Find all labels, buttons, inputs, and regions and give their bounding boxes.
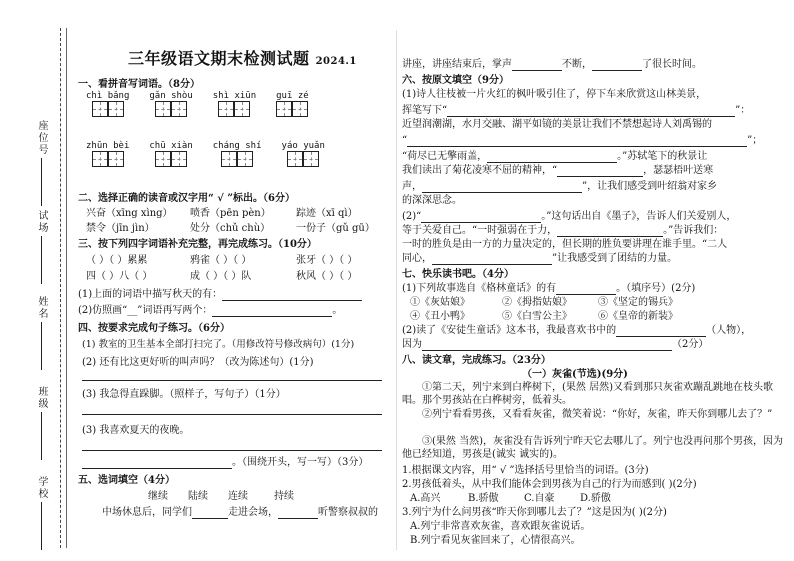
school-label: 学校 xyxy=(34,476,49,550)
section-5-heading: 五、选词填空（4分） xyxy=(78,475,175,486)
answer-line[interactable] xyxy=(421,212,541,223)
sentence-task-4-end: 。（围绕开头，写一写）（3分） xyxy=(82,456,368,469)
answer-line[interactable] xyxy=(82,450,382,451)
exam-room-label: 试场 xyxy=(34,210,49,284)
reading-choice[interactable]: 踪迹（xī qì） xyxy=(296,208,358,219)
idiom-question-2: (2)仿照画“__”词语再写两个： 。 xyxy=(78,305,343,316)
answer-line[interactable] xyxy=(278,508,318,519)
answer-line[interactable] xyxy=(592,60,642,71)
answer-line[interactable] xyxy=(82,380,382,381)
poem-fill-2e: 一时的胜负是由一方的力量决定的，但长期的胜负要讲理在谁手里。“二人 xyxy=(402,239,728,250)
column-divider xyxy=(396,30,397,550)
book-option: ①《灰姑娘》 xyxy=(410,297,470,308)
writing-box[interactable] xyxy=(155,101,171,117)
passage-paragraph-3: ③(果然 当然)，灰雀没有告诉列宁昨天它去哪儿了。列宁也没再问那个男孩，因为他已经知道，男孩是(诚实 诚实的)。 xyxy=(402,436,783,460)
poem-fill-1k: 声， ”，让我们感受到叶绍翁对家乡 xyxy=(402,181,718,192)
pinyin-row-1 xyxy=(86,90,329,117)
poem-fill-2c: 等于关爱自己。“一时强弱在于力， 。”告诉我们： xyxy=(402,225,724,236)
binding-solid-line xyxy=(66,28,67,548)
answer-line[interactable] xyxy=(407,136,747,147)
writing-box[interactable] xyxy=(155,151,171,167)
poem-fill-1d: 近望润潮湖，水月交融、湖平如镜的美景让我们不禁想起诗人刘禹锡的 xyxy=(402,119,712,130)
reading-q1: (1)下列故事选自《格林童话》的有 。（填序号）(2分) xyxy=(402,283,696,294)
choice-option[interactable]: B.列宁看见灰雀回来了，心情很高兴。 xyxy=(410,535,581,546)
binding-margin xyxy=(0,0,74,561)
right-column xyxy=(402,0,786,561)
writing-box[interactable] xyxy=(171,101,187,117)
binding-dashed-line xyxy=(60,28,61,548)
reading-q2-reason: 因为 （2分） xyxy=(402,339,709,350)
reading-choice[interactable]: 喷香（pēn pèn） xyxy=(190,208,271,219)
writing-box[interactable] xyxy=(92,151,108,167)
reading-choice[interactable]: 禁令（jīn jìn） xyxy=(86,223,155,234)
writing-box[interactable] xyxy=(287,151,303,167)
book-option: ⑥《皇帝的新装》 xyxy=(598,311,678,322)
writing-box[interactable] xyxy=(92,101,108,117)
book-option: ③《坚定的锡兵》 xyxy=(598,297,678,308)
writing-box[interactable] xyxy=(218,101,234,117)
pinyin-item: guī zé xyxy=(276,90,309,117)
class-label: 班级 xyxy=(34,386,49,460)
writing-box[interactable] xyxy=(171,151,187,167)
answer-line[interactable] xyxy=(512,60,562,71)
section-3-heading: 三、按下列四字词语补充完整，再完成练习。（10分） xyxy=(78,239,317,250)
reading-choice[interactable]: 一份子（gǔ gū） xyxy=(296,223,375,234)
answer-line[interactable] xyxy=(557,226,663,237)
writing-box[interactable] xyxy=(234,101,250,117)
poem-fill-1g: “荷尽已无擎雨盖， 。”苏轼笔下的秋景让 xyxy=(402,151,708,162)
pinyin-item: cháng shí xyxy=(213,140,262,167)
answer-line[interactable] xyxy=(557,166,643,177)
poem-fill-1i: 我们读出了菊花凌寒不屈的精神，“ ，瑟瑟梧叶送寒 xyxy=(402,165,714,176)
poem-fill-2f: 同心， ”让我感受到了团结的力量。 xyxy=(402,253,678,264)
answer-line[interactable] xyxy=(82,414,382,415)
writing-box[interactable] xyxy=(108,101,124,117)
answer-line[interactable] xyxy=(556,284,616,295)
section-6-heading: 六、按原文填空（9分） xyxy=(402,75,509,86)
pinyin-item: shì xiūn xyxy=(213,90,256,117)
writing-box[interactable] xyxy=(303,151,319,167)
choice-option[interactable]: C.自豪 xyxy=(524,493,555,504)
word-option: 持续 xyxy=(274,491,294,502)
choice-option[interactable]: A.列宁非常喜欢灰雀，喜欢跟灰雀说话。 xyxy=(410,521,591,532)
seat-number-label: 座位号 xyxy=(34,120,49,206)
idiom-question-1: (1)上面的词语中描写秋天的有： xyxy=(78,288,362,301)
passage-question-2: 2.男孩低着头，从中我们能体会到男孩为自己的行为而感到( )(2分) xyxy=(402,479,697,490)
passage-question-1: 1.根据课文内容，用“ √ ”选择括号里恰当的词语。(3分) xyxy=(402,465,649,476)
passage-title: （一）灰雀(节选)(9分) xyxy=(522,369,628,380)
left-column xyxy=(78,0,392,561)
idiom-fill[interactable]: 成（ ）（ ）队 xyxy=(190,271,252,282)
answer-line[interactable] xyxy=(212,306,332,317)
poem-fill-1e: “ ”； xyxy=(402,135,763,146)
answer-line[interactable] xyxy=(192,508,228,519)
answer-line[interactable] xyxy=(82,458,232,469)
choice-option[interactable]: D.骄傲 xyxy=(580,493,611,504)
section-1-heading: 一、看拼音写词语。（8分） xyxy=(78,79,200,90)
idiom-fill[interactable]: 鸦雀（ ）（ ） xyxy=(190,255,252,266)
writing-box[interactable] xyxy=(276,101,292,117)
pinyin-item: gǎn shòu xyxy=(149,90,192,117)
sentence-task-1: (1) 教室的卫生基本全部打扫完了。（用修改符号修改病句）(1分) xyxy=(82,339,355,350)
book-option: ⑤《白雪公主》 xyxy=(502,311,572,322)
section-8-heading: 八、读文章，完成练习。（23分） xyxy=(402,355,551,366)
answer-line[interactable] xyxy=(422,340,672,351)
writing-box[interactable] xyxy=(221,151,237,167)
pinyin-item: chì bǎng xyxy=(86,90,129,117)
reading-choice[interactable]: 兴奋（xīng xìng） xyxy=(86,208,173,219)
page-title: 三年级语文期末检测试题 2024.1 xyxy=(128,49,357,68)
sentence-task-2: (2) 还有比这更好听的叫声吗？（改为陈述句）(1分) xyxy=(82,357,314,368)
choice-option[interactable]: B.骄傲 xyxy=(468,493,499,504)
sentence-task-3: (3) 我急得直跺脚。（照样子，写句子）（1分） xyxy=(82,389,286,400)
section-7-heading: 七、快乐读书吧。（4分） xyxy=(402,269,514,280)
pinyin-item: zhūn bèi xyxy=(86,140,129,167)
idiom-fill[interactable]: （ ）（ ）累累 xyxy=(86,255,148,266)
reading-q2: (2)读了《安徒生童话》这本书，我最喜欢书中的 （人物）， xyxy=(402,325,752,336)
choice-option[interactable]: A.高兴 xyxy=(410,493,441,504)
fill-sentence: 中场休息后，同学们 走进会场， 听警察叔叔的 xyxy=(102,507,378,518)
writing-box[interactable] xyxy=(108,151,124,167)
answer-line[interactable] xyxy=(432,254,552,265)
name-label: 姓名 xyxy=(34,296,49,370)
answer-line[interactable] xyxy=(422,182,582,193)
answer-line[interactable] xyxy=(447,106,735,117)
passage-paragraph-1: ①第二天，列宁来到白桦树下，(果然 居然)又看到那只灰雀欢蹦乱跳地在枝头歌唱。那个男孩站在白桦树旁，低着头。 xyxy=(402,382,773,406)
idiom-fill[interactable]: 四（ ）八（ ） xyxy=(86,271,153,282)
word-option: 陆续 xyxy=(188,491,208,502)
poem-fill-2a: (2)“ 。”这句话出自《墨子》，告诉人们关爱别人， xyxy=(402,211,737,222)
answer-line[interactable] xyxy=(616,326,706,337)
answer-line[interactable] xyxy=(222,290,362,301)
answer-line[interactable] xyxy=(487,152,617,163)
poem-fill-1m: 的深深思念。 xyxy=(402,195,462,206)
sentence-task-4: (3) 我喜欢夏天的夜晚。 xyxy=(82,425,190,436)
poem-fill-1b: 挥笔写下“ ”： xyxy=(402,105,751,116)
poem-fill-1a: (1)诗人往枝被一片火红的枫叶吸引住了，停下车来欣赏这山林美景， xyxy=(402,89,707,100)
word-option: 继续 xyxy=(148,491,168,502)
section-2-heading: 二、选择正确的读音或汉字用“ √ ”标出。（6分） xyxy=(78,193,295,204)
book-option: ④《丑小鸭》 xyxy=(410,311,470,322)
reading-choice[interactable]: 处分（chǔ chù） xyxy=(190,223,271,234)
word-option: 连续 xyxy=(228,491,248,502)
passage-paragraph-2: ②列宁看看男孩，又看看灰雀，微笑着说：“你好，灰雀，昨天你到哪儿去了？” xyxy=(422,409,773,420)
writing-box[interactable] xyxy=(292,101,308,117)
passage-question-3: 3.列宁为什么问男孩“昨天你到哪儿去了？”这是因为( )(2分) xyxy=(402,507,667,518)
book-option: ②《拇指姑娘》 xyxy=(502,297,572,308)
idiom-fill[interactable]: 张牙（ ）（ ） xyxy=(296,255,358,266)
idiom-fill[interactable]: 秋风（ ）（ ） xyxy=(296,271,358,282)
section-4-heading: 四、按要求完成句子练习。（6分） xyxy=(78,323,230,334)
writing-box[interactable] xyxy=(237,151,253,167)
pinyin-row-2 xyxy=(86,140,345,167)
pinyin-item: yáo yuǎn xyxy=(282,140,325,167)
fill-sentence-cont: 讲座，讲座结束后，掌声 不断， 了很长时间。 xyxy=(402,59,702,70)
pinyin-item: chū xiàn xyxy=(149,140,192,167)
